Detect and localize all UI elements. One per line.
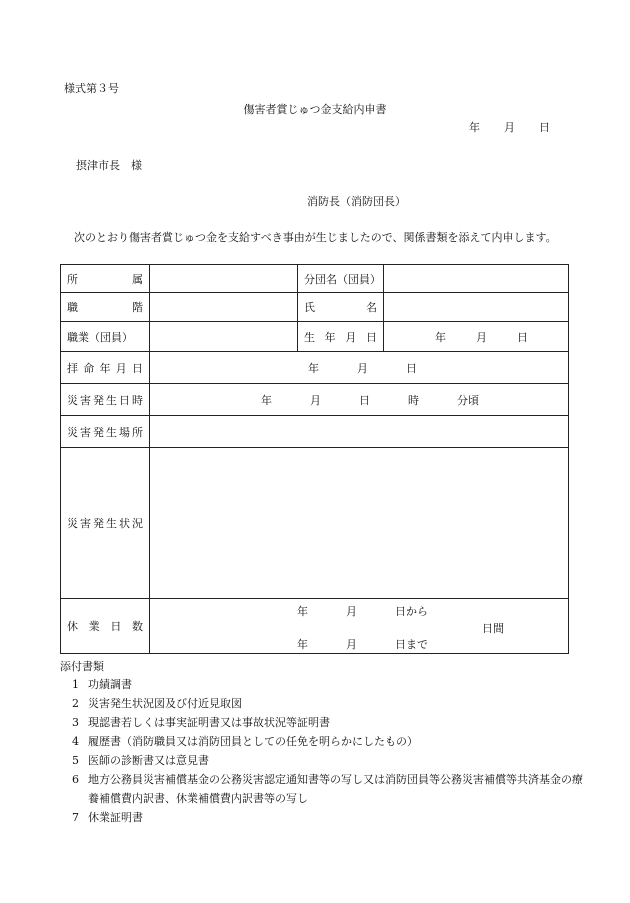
incident-year-unit: 年 — [261, 393, 272, 407]
row-incident-place — [61, 416, 569, 448]
row-affiliation — [61, 265, 569, 293]
attachment-item — [72, 751, 572, 770]
attachment-item — [72, 770, 584, 808]
row-incident-datetime — [61, 384, 569, 416]
appointment-year-unit: 年 — [308, 361, 319, 375]
rank-field[interactable] — [150, 293, 298, 322]
row-leave-days — [61, 599, 569, 654]
leave-days-field[interactable] — [150, 599, 569, 654]
birth-day-unit: 日 — [517, 330, 528, 344]
name-label: 氏名 — [298, 293, 384, 322]
leave-from-line — [297, 603, 428, 619]
row-appointment — [61, 352, 569, 384]
row-rank — [61, 293, 569, 322]
attachments-title: 添付書類 — [60, 660, 104, 673]
date-day: 日 — [539, 121, 550, 134]
incident-place-label: 災害発生場所 — [61, 416, 150, 448]
appointment-month-unit: 月 — [357, 361, 368, 375]
attachment-num: 3 — [72, 716, 79, 729]
leave-from-month-unit: 月 — [346, 605, 357, 618]
leave-total-days: 日間 — [482, 622, 504, 635]
name-field[interactable] — [384, 293, 569, 322]
form-number: 様式第３号 — [64, 82, 119, 95]
incident-month-unit: 月 — [310, 393, 321, 407]
leave-days-label: 休業日数 — [61, 599, 150, 654]
birth-label: 生年月日 — [298, 322, 384, 352]
affiliation-field[interactable] — [150, 265, 298, 293]
occupation-field[interactable] — [150, 322, 298, 352]
incident-situation-label: 災害発生状況 — [61, 448, 150, 599]
appointment-day-unit: 日 — [406, 361, 417, 375]
occupation-label: 職業（団員） — [61, 322, 150, 352]
leave-from-day-unit: 日から — [395, 605, 428, 618]
leave-until-line — [297, 636, 428, 652]
affiliation-label: 所属 — [61, 265, 150, 293]
birth-year-unit: 年 — [435, 330, 446, 344]
attachment-text: 功績調書 — [88, 678, 132, 691]
leave-until-day-unit: 日まで — [395, 638, 428, 651]
incident-minute-unit: 分頃 — [457, 393, 479, 407]
attachment-text: 現認書若しくは事実証明書又は事故状況等証明書 — [88, 716, 330, 729]
addressee: 摂津市長 様 — [76, 159, 142, 172]
incident-place-field[interactable] — [150, 416, 569, 448]
incident-datetime-field[interactable] — [150, 384, 569, 416]
attachment-num: 4 — [72, 735, 79, 748]
attachment-text: 医師の診断書又は意見書 — [88, 754, 209, 767]
document-date — [469, 119, 550, 135]
attachment-num: 1 — [72, 678, 79, 691]
incident-datetime-label: 災害発生日時 — [61, 384, 150, 416]
attachment-num: 6 — [72, 773, 79, 786]
attachment-item — [72, 675, 572, 694]
sender: 消防長（消防団長） — [307, 195, 406, 208]
birth-month-unit: 月 — [476, 330, 487, 344]
birth-field[interactable] — [384, 322, 569, 352]
attachment-item — [72, 732, 572, 751]
attachment-num: 2 — [72, 697, 79, 710]
intro-text: 次のとおり傷害者賞じゅつ金を支給すべき事由が生じましたので、関係書類を添えて内申します。 — [74, 231, 557, 244]
rank-label: 職階 — [61, 293, 150, 322]
appointment-label: 拝命年月日 — [61, 352, 150, 384]
leave-until-month-unit: 月 — [346, 638, 357, 651]
attachment-num: 5 — [72, 754, 79, 767]
attachment-item — [72, 808, 572, 827]
attachment-item — [72, 713, 572, 732]
date-year: 年 — [469, 121, 480, 134]
attachment-item — [72, 694, 572, 713]
date-month: 月 — [504, 121, 515, 134]
incident-situation-field[interactable] — [150, 448, 569, 599]
branch-field[interactable] — [384, 265, 569, 293]
incident-hour-unit: 時 — [408, 393, 419, 407]
attachment-text: 休業証明書 — [88, 811, 143, 824]
incident-day-unit: 日 — [359, 393, 370, 407]
attachment-text: 地方公務員災害補償基金の公務災害認定通知書等の写し又は消防団員等公務災害補償等共済基金の療養補償費内訳書、休業補償費内訳書等の写し — [88, 773, 583, 805]
document-title: 傷害者賞じゅつ金支給内申書 — [243, 103, 387, 116]
leave-until-year-unit: 年 — [297, 638, 308, 651]
application-form-table — [60, 264, 569, 654]
branch-label: 分団名（団員） — [298, 265, 384, 293]
row-incident-situation — [61, 448, 569, 599]
leave-from-year-unit: 年 — [297, 605, 308, 618]
attachment-text: 災害発生状況図及び付近見取図 — [88, 697, 242, 710]
attachment-num: 7 — [72, 811, 79, 824]
attachment-text: 履歴書（消防職員又は消防団員としての任免を明らかにしたもの） — [88, 735, 418, 748]
appointment-field[interactable] — [150, 352, 569, 384]
row-occupation — [61, 322, 569, 352]
